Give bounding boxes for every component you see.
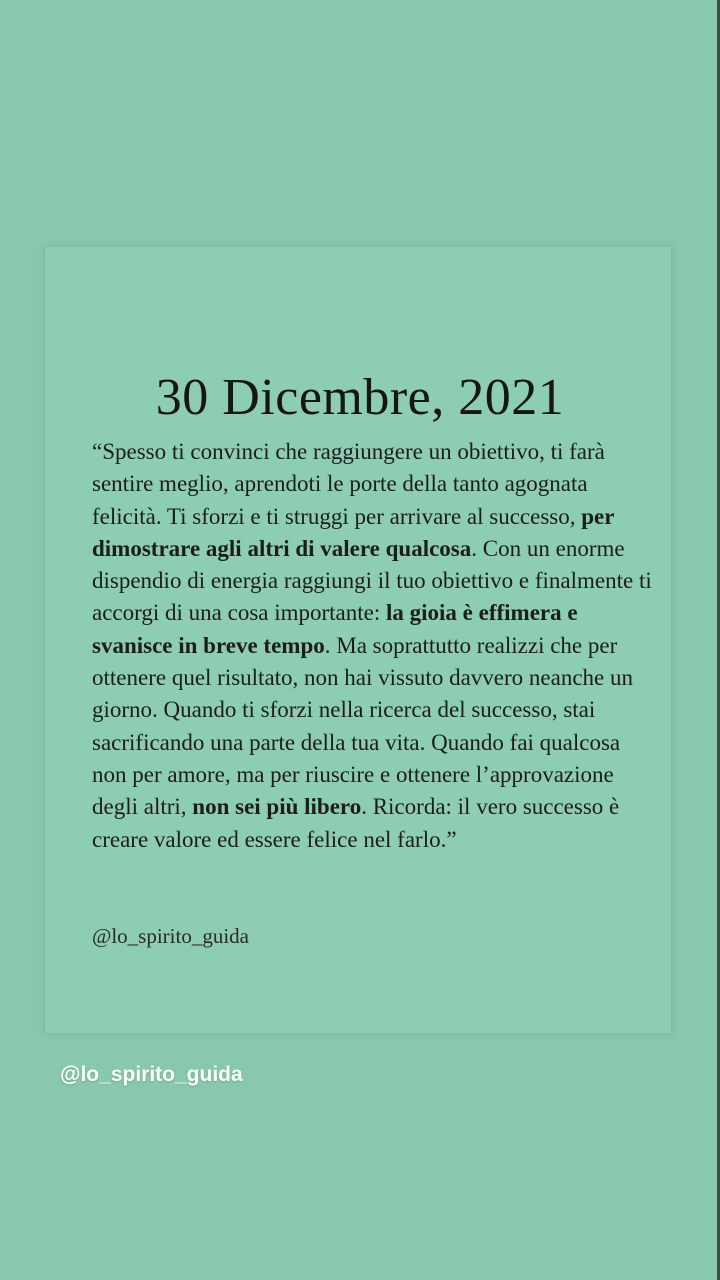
quote-text [92, 436, 652, 856]
card-date-title: 30 Dicembre, 2021 [155, 369, 565, 426]
quote-segment-bold: non sei più libero [192, 794, 362, 820]
quote-segment: “Spesso ti convinci che raggiungere un obiettivo, ti farà sentire meglio, aprendoti le porte della tanto agognata felicità. Ti sforzi e ti struggi per arrivare al successo, [92, 439, 605, 529]
quote-segment: . Ricorda: il vero successo è creare valore ed essere felice nel farlo.” [92, 794, 620, 852]
quote-segment-bold: per dimostrare agli altri di valere qualcosa [92, 503, 615, 561]
card-author-handle: @lo_spirito_guida [92, 924, 249, 948]
quote-segment-bold: la gioia è effimera e svanisce in breve tempo [92, 600, 578, 658]
quote-segment: . Con un enorme dispendio di energia raggiungi il tuo obiettivo e finalmente ti accorgi di una cosa importante: [92, 535, 652, 626]
mention-sticker[interactable]: @lo_spirito_guida [60, 1063, 243, 1086]
quote-segment: . Ma soprattutto realizzi che per ottenere quel risultato, non hai vissuto davvero neanche un giorno. Quando ti sforzi nella ricerca del successo, stai sacrificando una parte della tua vita. Quando fai qualcosa non per amore, ma per riuscire e ottenere l’approvazione degli altri, [92, 632, 633, 820]
